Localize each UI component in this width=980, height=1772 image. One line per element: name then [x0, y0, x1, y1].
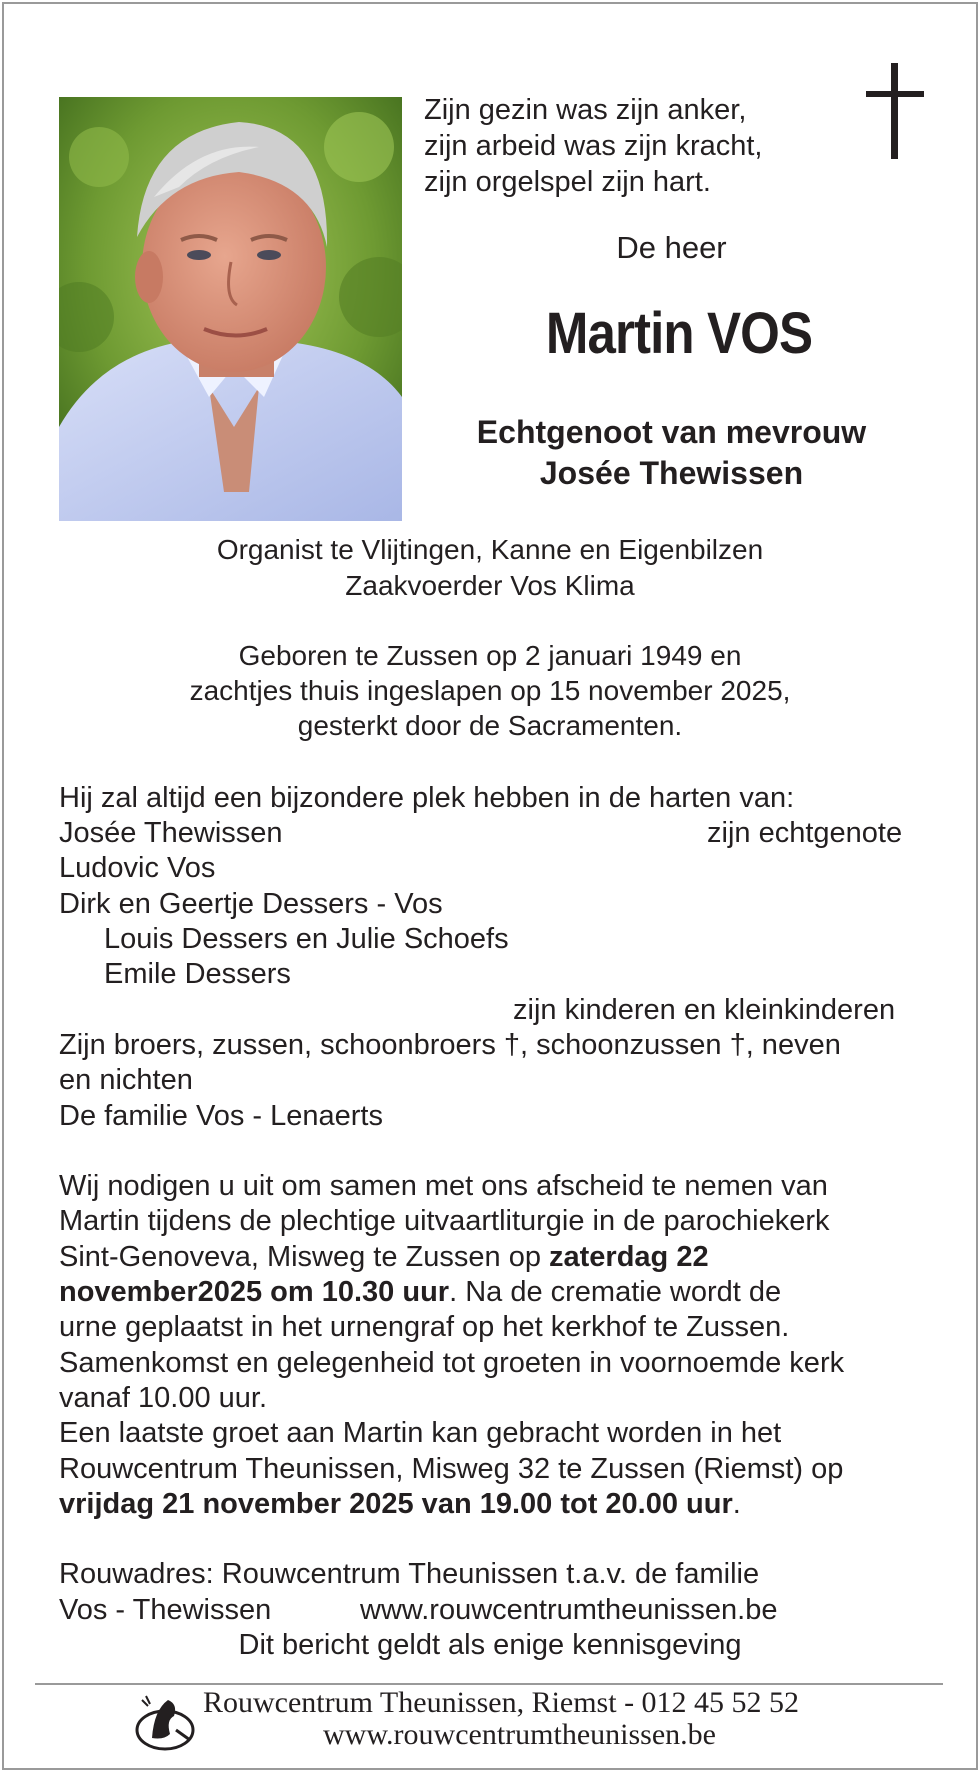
spouse-block: [424, 412, 919, 494]
spouse-line-2: Josée Thewissen: [539, 455, 804, 491]
invitation-line-3: [59, 1240, 709, 1275]
role-organist: Organist te Vlijtingen, Kanne en Eigenbilzen: [216, 534, 764, 565]
cremation-text: . Na de crematie wordt de: [449, 1276, 782, 1308]
invitation-line-6: Samenkomst en gelegenheid tot groeten in voornoemde kerk: [59, 1347, 845, 1379]
portrait-photo: [59, 97, 402, 521]
quote-line-1: Zijn gezin was zijn anker,: [424, 94, 747, 126]
funeral-date: zaterdag 22: [549, 1241, 709, 1273]
invitation-line-10: [59, 1487, 741, 1522]
wife-name: Josée Thewissen: [59, 817, 283, 849]
opening-quote: [424, 92, 762, 200]
role-business: Zaakvoerder Vos Klima: [345, 570, 635, 601]
funeral-home-logo-icon: [134, 1690, 196, 1752]
spouse-line-1: Echtgenoot van mevrouw: [476, 414, 867, 450]
siblings-line-1: Zijn broers, zussen, schoonbroers †, schoonzussen †, neven: [59, 1029, 841, 1061]
footer-divider: [35, 1683, 943, 1685]
mourning-address-line-1: Rouwadres: Rouwcentrum Theunissen t.a.v. de familie: [59, 1558, 760, 1590]
wife-role: zijn echtgenote: [707, 817, 903, 849]
deceased-name: Martin VOS: [545, 301, 813, 366]
roles-block: [0, 532, 980, 604]
church-text: Sint-Genoveva, Misweg te Zussen op: [59, 1241, 550, 1273]
quote-line-3: zijn orgelspel zijn hart.: [424, 166, 711, 198]
child-ludovic: Ludovic Vos: [59, 852, 216, 884]
invitation-line-9: Rouwcentrum Theunissen, Misweg 32 te Zussen (Riemst) op: [59, 1453, 844, 1485]
invitation-line-8: Een laatste groet aan Martin kan gebracht worden in het: [59, 1417, 782, 1449]
birth-line: Geboren te Zussen op 2 januari 1949 en: [238, 640, 742, 671]
invitation-line-2: Martin tijdens de plechtige uitvaartliturgie in de parochiekerk: [59, 1205, 830, 1237]
family-vos-lenaerts: De familie Vos - Lenaerts: [59, 1100, 383, 1132]
siblings-line-2: en nichten: [59, 1064, 193, 1096]
visitation-time: vrijdag 21 november 2025 van 19.00 tot 20.00 uur: [59, 1488, 733, 1520]
children-role: zijn kinderen en kleinkinderen: [513, 994, 896, 1026]
footer-funeral-home: Rouwcentrum Theunissen, Riemst - 012 45 52 52: [203, 1686, 800, 1719]
dates-block: [0, 638, 980, 743]
invitation-line-4: [59, 1275, 781, 1310]
footer-website[interactable]: www.rouwcentrumtheunissen.be: [323, 1718, 716, 1751]
grandchild-louis: Louis Dessers en Julie Schoefs: [104, 923, 509, 955]
funeral-time: november2025 om 10.30 uur: [59, 1276, 450, 1308]
mourning-address-family: Vos - Thewissen: [59, 1594, 272, 1626]
visitation-period: .: [732, 1488, 741, 1520]
notice-line: Dit bericht geldt als enige kennisgeving: [238, 1629, 742, 1661]
child-geertje: Dirk en Geertje Dessers - Vos: [59, 888, 443, 920]
invitation-line-5: urne geplaatst in het urnengraf op het kerkhof te Zussen.: [59, 1311, 790, 1343]
invitation-line-1: Wij nodigen u uit om samen met ons afscheid te nemen van: [59, 1170, 828, 1202]
invitation-line-7: vanaf 10.00 uur.: [59, 1382, 267, 1414]
sacraments-line: gesterkt door de Sacramenten.: [297, 710, 683, 741]
salutation: De heer: [616, 230, 727, 265]
grandchild-emile: Emile Dessers: [104, 958, 291, 990]
cross-icon: [866, 63, 924, 159]
mourning-address-website[interactable]: www.rouwcentrumtheunissen.be: [360, 1594, 778, 1626]
death-line: zachtjes thuis ingeslapen op 15 november 2025,: [189, 675, 791, 706]
family-intro: Hij zal altijd een bijzondere plek hebben in de harten van:: [59, 782, 795, 814]
quote-line-2: zijn arbeid was zijn kracht,: [424, 130, 763, 162]
